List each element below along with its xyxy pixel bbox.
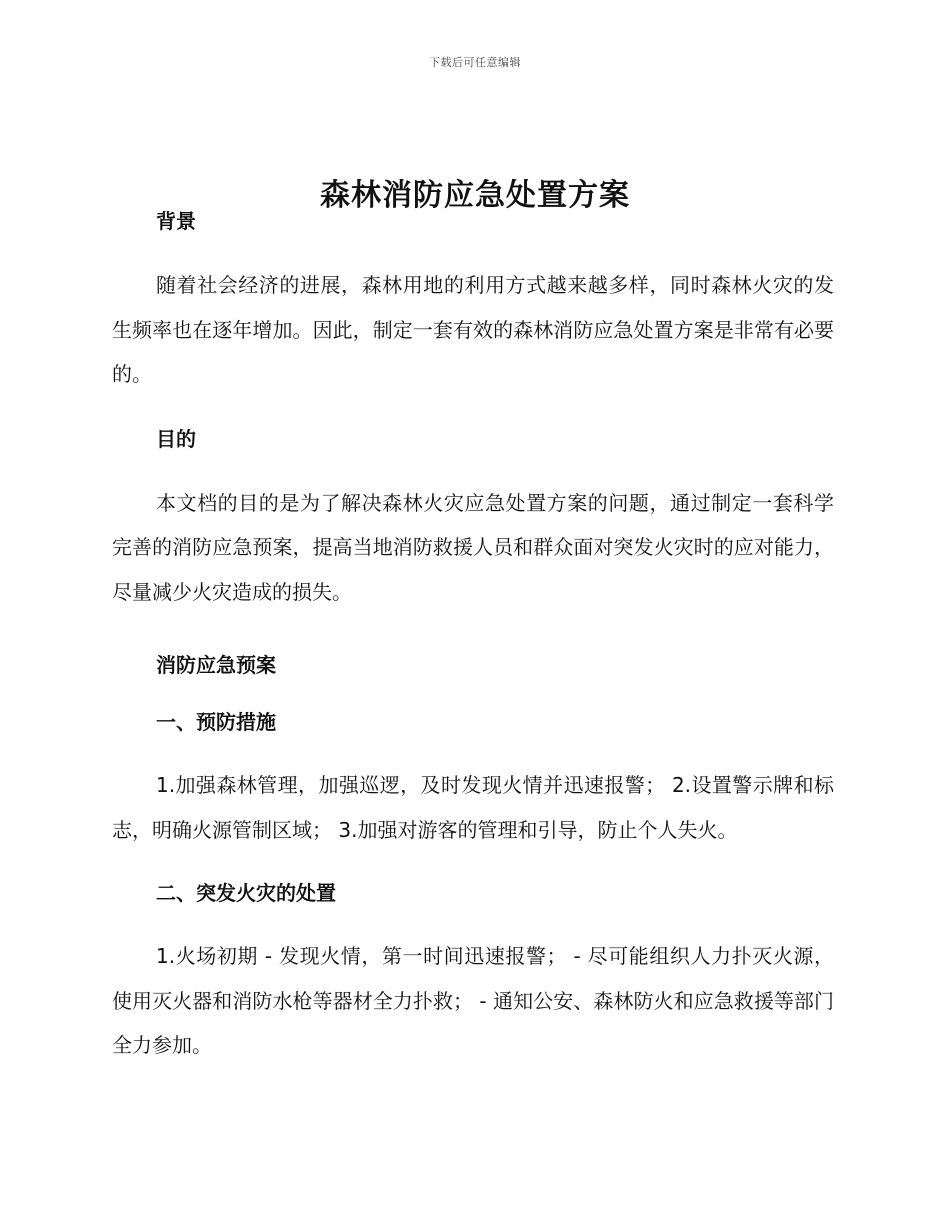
section-heading-background: 背景	[156, 209, 196, 233]
section-heading-purpose: 目的	[156, 426, 196, 451]
section-text-prevention: 1.加强森林管理，加强巡逻，及时发现火情并迅速报警； 2.设置警示牌和标志，明确火源管制区域； 3.加强对游客的管理和引导，防止个人失火。	[112, 773, 834, 842]
section-text-sudden-fire: 1.火场初期 - 发现火情，第一时间迅速报警； - 尽可能组织人力扑灭火源，使用灭火器和消防水枪等器材全力扑救； - 通知公安、森林防火和应急救援等部门全力参加。	[112, 944, 834, 1057]
section-text-purpose: 本文档的目的是为了解决森林火灾应急处置方案的问题，通过制定一套科学完善的消防应急预案，提高当地消防救援人员和群众面对突发火灾时的应对能力，尽量减少火灾造成的损失。	[112, 490, 834, 604]
header-note: 下载后可任意编辑	[429, 56, 521, 69]
document-body	[112, 205, 834, 1068]
section-heading-plan: 消防应急预案	[156, 653, 276, 677]
section-text-background: 随着社会经济的进展，森林用地的利用方式越来越多样，同时森林火灾的发生频率也在逐年增加。因此，制定一套有效的森林消防应急处置方案是非常有必要的。	[112, 273, 834, 386]
document-title: 森林消防应急处置方案	[320, 178, 630, 214]
section-heading-prevention: 一、预防措施	[156, 710, 276, 734]
section-heading-sudden-fire: 二、突发火灾的处置	[156, 881, 336, 905]
